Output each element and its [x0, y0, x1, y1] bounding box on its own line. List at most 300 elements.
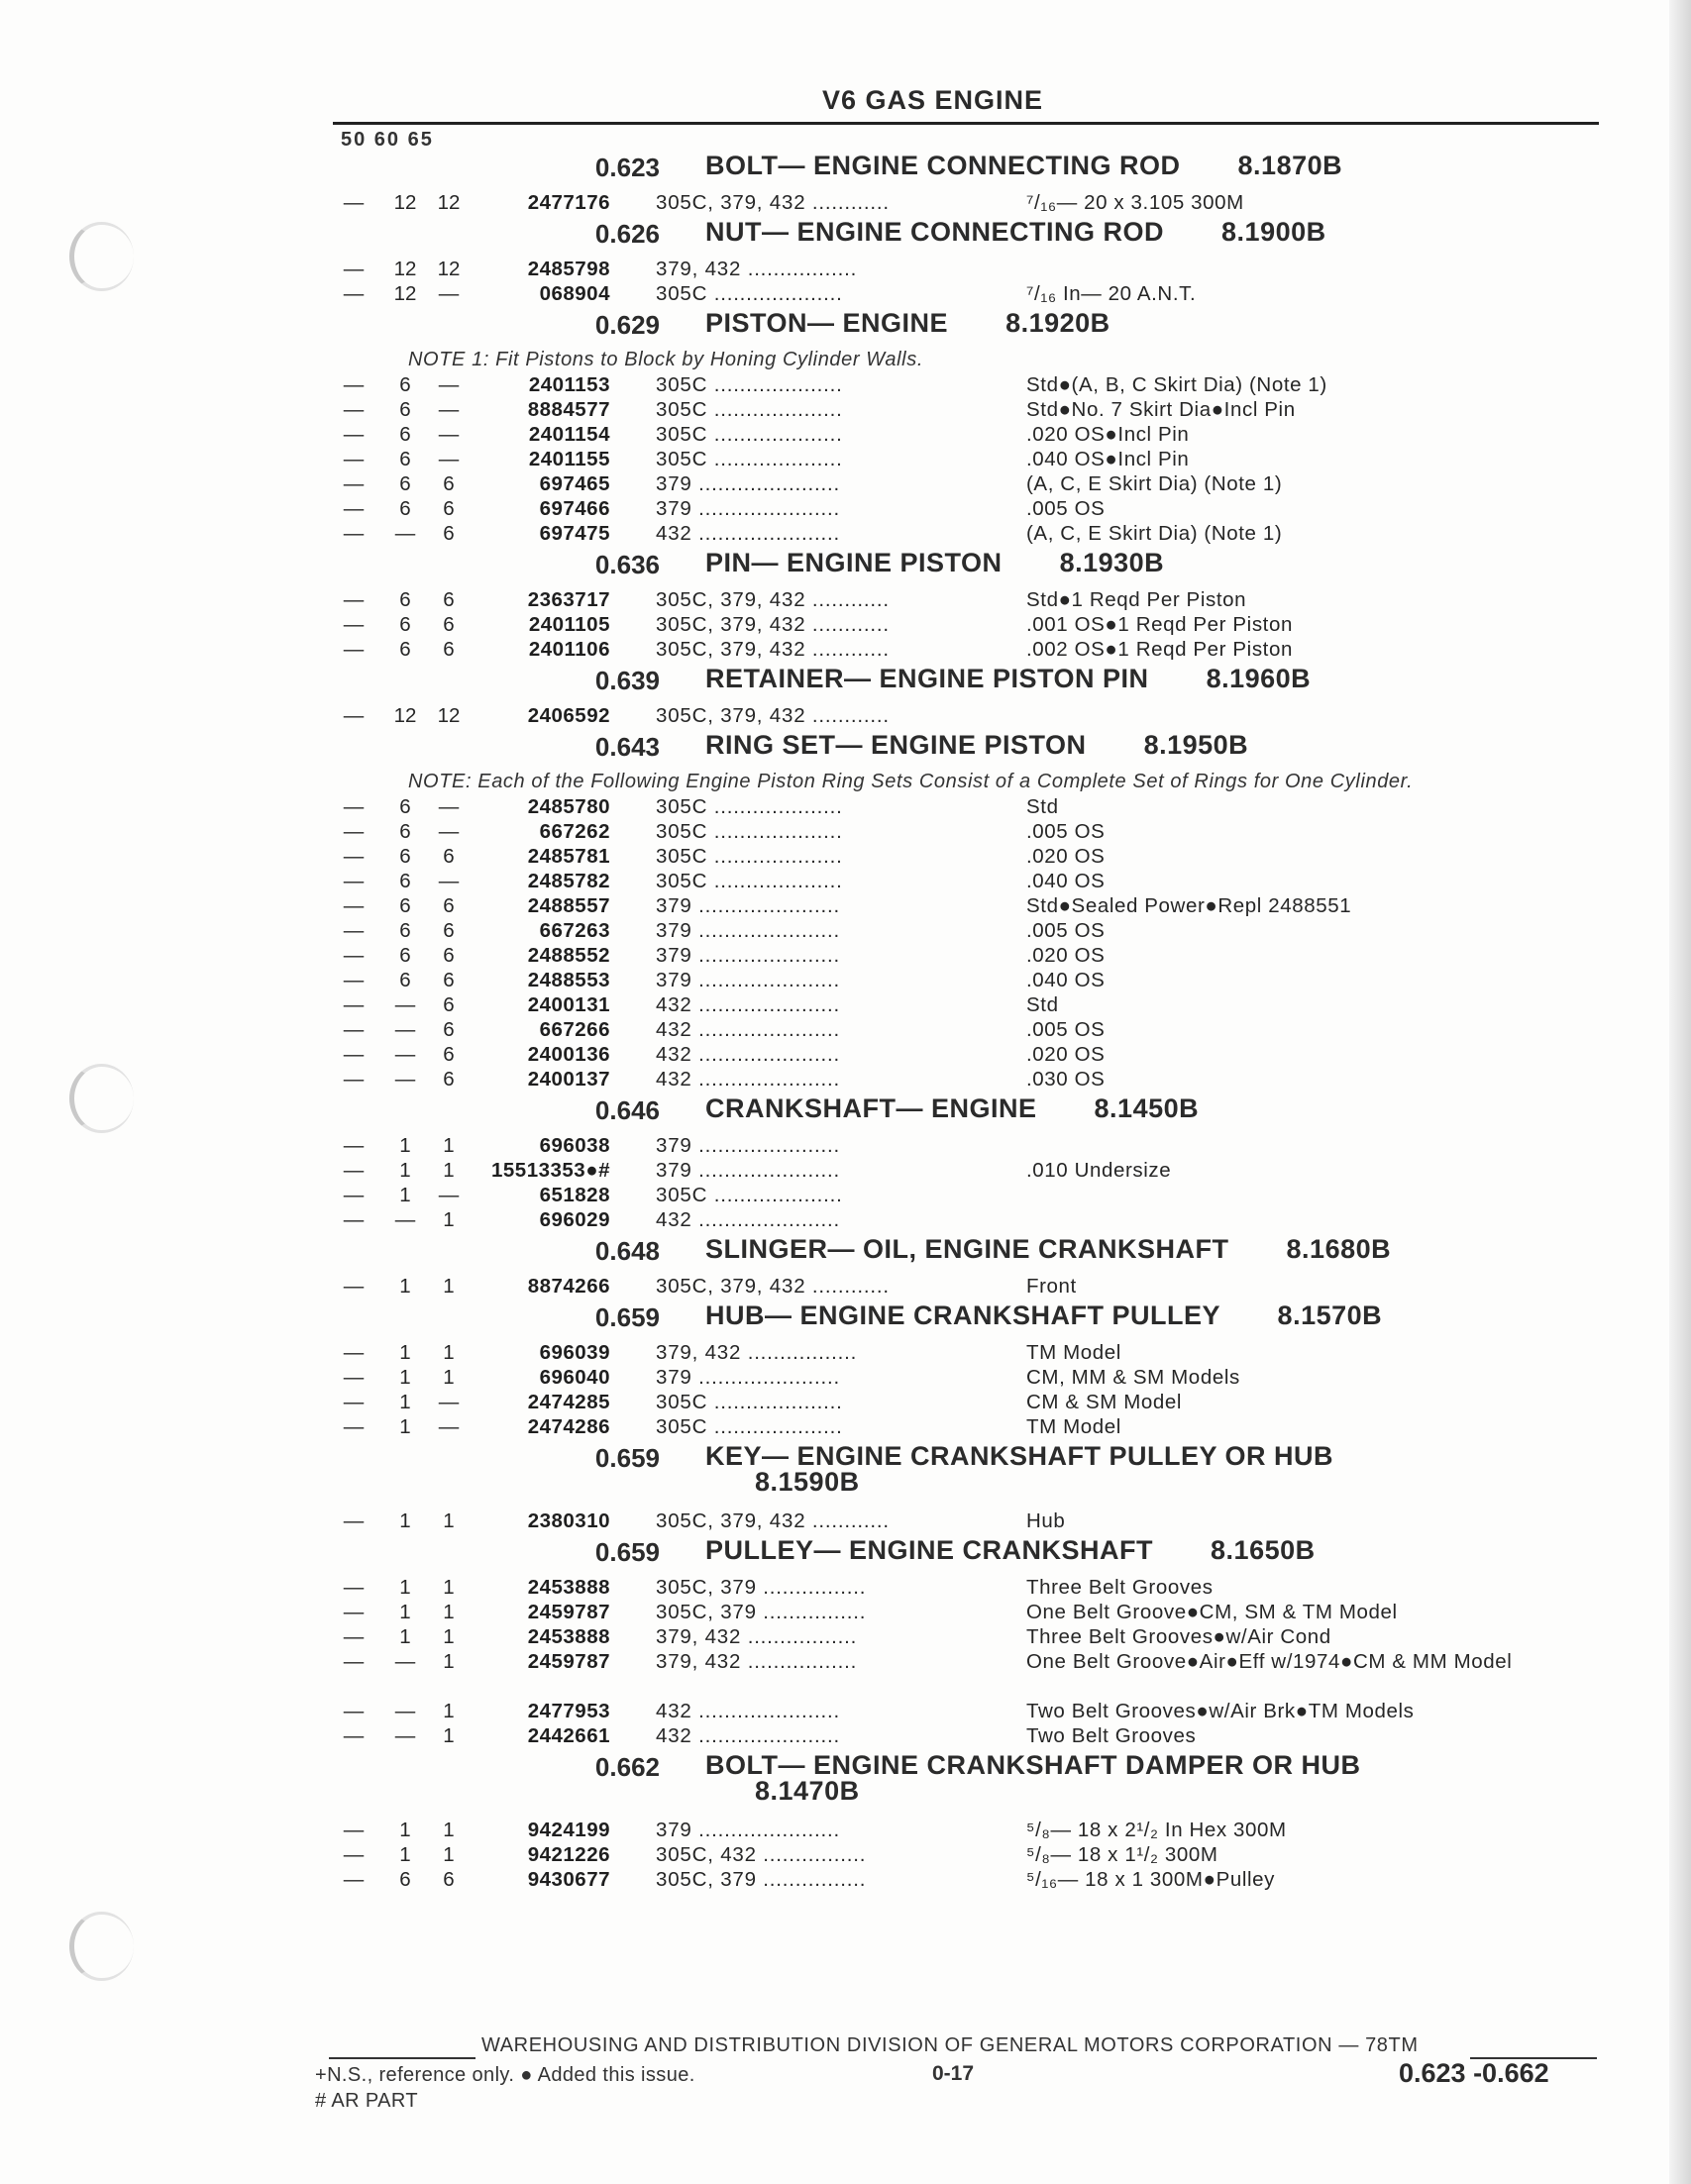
part-row: [333, 1842, 1611, 1867]
year-50-qty: —: [343, 613, 365, 636]
part-row: [333, 703, 1611, 728]
group-ref-number: 0.636: [594, 550, 660, 579]
part-row: [333, 918, 1611, 943]
group-header: [333, 1439, 1611, 1508]
description: .020 OS●Incl Pin: [1026, 423, 1190, 446]
group-header: [333, 1232, 1611, 1274]
group-note: NOTE: Each of the Following Engine Piston Ring Sets Consist of a Complete Set of Rings for One Cylinder.: [408, 771, 1414, 792]
year-65-qty: 6: [443, 894, 455, 917]
group-header: [333, 306, 1611, 348]
group-title-text: SLINGER— OIL, ENGINE CRANKSHAFT: [705, 1234, 1229, 1264]
description: .040 OS: [1026, 969, 1106, 991]
year-60-qty: 6: [399, 944, 411, 967]
year-65-qty: 6: [443, 1018, 455, 1041]
part-number: 2485780: [527, 795, 610, 818]
year-50-qty: —: [343, 1700, 365, 1722]
part-row: [333, 471, 1611, 496]
group-header: [333, 1748, 1611, 1818]
year-60-qty: 1: [399, 1819, 411, 1841]
year-60-qty: 12: [393, 191, 417, 214]
application: 379 ......................: [656, 919, 841, 942]
year-60-qty: 6: [399, 472, 411, 495]
title-rule: [333, 122, 1599, 125]
part-number: 696039: [539, 1341, 610, 1364]
year-60-qty: 6: [399, 870, 411, 892]
year-60-qty: 1: [399, 1415, 411, 1438]
group-section-code: 8.1470B: [755, 1776, 860, 1806]
year-65-qty: 6: [443, 1068, 455, 1091]
year-65-qty: 6: [443, 1043, 455, 1066]
application: 379, 432 .................: [656, 1625, 858, 1648]
year-65-qty: 1: [443, 1724, 455, 1747]
part-row: [333, 844, 1611, 869]
year-60-qty: 6: [399, 919, 411, 942]
year-50-qty: —: [343, 919, 365, 942]
year-50-qty: —: [343, 969, 365, 991]
group-title: [705, 1752, 1419, 1804]
description: TM Model: [1026, 1341, 1121, 1364]
description: Two Belt Grooves: [1026, 1724, 1197, 1747]
group-title: [705, 219, 1419, 245]
year-65-qty: 1: [443, 1650, 455, 1673]
year-65-qty: —: [438, 423, 460, 446]
year-60-qty: 12: [393, 258, 417, 280]
application: 379 ......................: [656, 1819, 841, 1841]
year-60-qty: 6: [399, 1868, 411, 1891]
part-number: 2400136: [527, 1043, 610, 1066]
group-header: [333, 728, 1611, 770]
part-row: [333, 397, 1611, 422]
part-row: [333, 1390, 1611, 1414]
part-group: [333, 662, 1611, 728]
year-50-qty: —: [343, 1341, 365, 1364]
year-65-qty: 1: [443, 1819, 455, 1841]
application: 305C ....................: [656, 1415, 843, 1438]
application: 305C ....................: [656, 1391, 843, 1413]
part-group: [333, 1748, 1611, 1892]
year-60-qty: 6: [399, 373, 411, 396]
part-row: [333, 1365, 1611, 1390]
year-60-qty: 6: [399, 448, 411, 470]
group-ref-number: 0.629: [594, 310, 660, 340]
year-50-qty: —: [343, 845, 365, 868]
year-50-qty: —: [343, 1509, 365, 1532]
application: 305C ....................: [656, 373, 843, 396]
application: 305C, 379, 432 ............: [656, 1275, 890, 1298]
year-60-qty: 1: [399, 1625, 411, 1648]
description: TM Model: [1026, 1415, 1121, 1438]
group-ref-number: 0.643: [594, 732, 660, 762]
year-50-qty: —: [343, 258, 365, 280]
part-number: 696040: [539, 1366, 610, 1389]
description: Std●(A, B, C Skirt Dia) (Note 1): [1026, 373, 1327, 396]
part-number: 2401153: [528, 373, 610, 396]
part-group: [333, 1439, 1611, 1533]
year-60-qty: 1: [399, 1341, 411, 1364]
year-60-qty: 1: [399, 1843, 411, 1866]
part-group: [333, 149, 1611, 215]
part-number: 2459787: [527, 1650, 610, 1673]
page-number: 0-17: [932, 2062, 975, 2085]
part-number: 2474285: [527, 1391, 610, 1413]
part-group: [333, 1092, 1611, 1232]
part-number: 651828: [539, 1184, 610, 1206]
description: .040 OS: [1026, 870, 1106, 892]
group-title: [705, 666, 1419, 691]
year-50-qty: —: [343, 373, 365, 396]
year-65-qty: —: [438, 282, 460, 305]
application: 432 ......................: [656, 1068, 841, 1091]
part-row: [333, 1067, 1611, 1092]
year-50-qty: —: [343, 1275, 365, 1298]
application: 305C, 379, 432 ............: [656, 1509, 890, 1532]
part-row: [333, 1017, 1611, 1042]
part-row: [333, 1508, 1611, 1533]
application: 379 ......................: [656, 497, 841, 520]
parts-list: [333, 149, 1611, 1892]
application: 305C, 432 ................: [656, 1843, 867, 1866]
part-number: 2485781: [527, 845, 610, 868]
year-65-qty: 6: [443, 588, 455, 611]
part-number: 2401106: [528, 638, 610, 661]
part-row: [333, 1600, 1611, 1624]
year-50-qty: —: [343, 1724, 365, 1747]
year-50-qty: —: [343, 1868, 365, 1891]
year-65-qty: 1: [443, 1843, 455, 1866]
part-number: 697465: [539, 472, 610, 495]
part-number: 2363717: [527, 588, 610, 611]
page-edge-shadow: [1669, 0, 1691, 2184]
year-65-qty: 6: [443, 919, 455, 942]
application: 379, 432 .................: [656, 1650, 858, 1673]
description: .030 OS: [1026, 1068, 1106, 1091]
part-row: [333, 1818, 1611, 1842]
part-row: [333, 968, 1611, 992]
year-50-qty: —: [343, 522, 365, 545]
year-50-qty: —: [343, 1018, 365, 1041]
year-50-qty: —: [343, 1043, 365, 1066]
description: Std●1 Reqd Per Piston: [1026, 588, 1247, 611]
legend-line-1: +N.S., reference only. ● Added this issue.: [315, 2064, 695, 2086]
description: .001 OS●1 Reqd Per Piston: [1026, 613, 1293, 636]
application: 379 ......................: [656, 944, 841, 967]
year-50-qty: —: [343, 1159, 365, 1182]
group-section-code: 8.1650B: [1211, 1535, 1316, 1565]
group-title-text: RETAINER— ENGINE PISTON PIN: [705, 664, 1149, 693]
year-65-qty: 1: [443, 1208, 455, 1231]
year-columns-header: 50 60 65: [341, 129, 434, 151]
description: Two Belt Grooves●w/Air Brk●TM Models: [1026, 1700, 1415, 1722]
year-50-qty: —: [343, 472, 365, 495]
group-title-text: CRANKSHAFT— ENGINE: [705, 1093, 1037, 1123]
description: Std●Sealed Power●Repl 2488551: [1026, 894, 1352, 917]
part-number: 2380310: [527, 1509, 610, 1532]
group-title-text: RING SET— ENGINE PISTON: [705, 730, 1087, 760]
part-row: [333, 1183, 1611, 1207]
part-number: 2488557: [527, 894, 610, 917]
year-65-qty: 6: [443, 969, 455, 991]
year-65-qty: —: [438, 448, 460, 470]
part-number: 667262: [539, 820, 610, 843]
year-65-qty: 6: [443, 522, 455, 545]
footer-rule-left: [329, 2057, 476, 2059]
year-50-qty: —: [343, 870, 365, 892]
group-title-text: KEY— ENGINE CRANKSHAFT PULLEY OR HUB: [705, 1441, 1334, 1471]
year-50-qty: —: [343, 1134, 365, 1157]
year-60-qty: —: [394, 993, 416, 1016]
part-row: [333, 869, 1611, 893]
year-50-qty: —: [343, 282, 365, 305]
footer-division: WAREHOUSING AND DISTRIBUTION DIVISION OF GENERAL MOTORS CORPORATION — 78TM: [481, 2034, 1419, 2056]
application: 305C, 379, 432 ............: [656, 704, 890, 727]
application: 432 ......................: [656, 522, 841, 545]
part-number: 2400137: [527, 1068, 610, 1091]
group-section-code: 8.1920B: [1005, 308, 1110, 338]
description: One Belt Groove●Air●Eff w/1974●CM & MM Model: [1026, 1650, 1513, 1673]
group-header: [333, 662, 1611, 703]
part-group: [333, 1533, 1611, 1748]
part-row: [333, 1723, 1611, 1748]
application: 305C, 379, 432 ............: [656, 638, 890, 661]
description: Hub: [1026, 1509, 1066, 1532]
binder-hole-top: [69, 222, 134, 291]
part-group: [333, 1299, 1611, 1439]
year-65-qty: 1: [443, 1159, 455, 1182]
year-50-qty: —: [343, 795, 365, 818]
group-title: [705, 1443, 1419, 1495]
year-65-qty: —: [438, 1184, 460, 1206]
footer-legend: [315, 2062, 695, 2114]
part-number: 2459787: [527, 1601, 610, 1623]
year-50-qty: —: [343, 191, 365, 214]
year-50-qty: —: [343, 1625, 365, 1648]
description: Three Belt Grooves: [1026, 1576, 1214, 1599]
part-number: 2453888: [527, 1625, 610, 1648]
group-title-text: BOLT— ENGINE CONNECTING ROD: [705, 151, 1181, 180]
part-row: [333, 422, 1611, 447]
application: 379 ......................: [656, 969, 841, 991]
year-50-qty: —: [343, 993, 365, 1016]
application: 305C ....................: [656, 870, 843, 892]
year-60-qty: —: [394, 522, 416, 545]
group-ref-number: 0.648: [594, 1236, 660, 1266]
year-50-qty: —: [343, 1391, 365, 1413]
part-group: [333, 728, 1611, 1092]
part-number: 696029: [539, 1208, 610, 1231]
description: .002 OS●1 Reqd Per Piston: [1026, 638, 1293, 661]
application: 305C, 379, 432 ............: [656, 191, 890, 214]
group-ref-number: 0.626: [594, 219, 660, 249]
application: 305C ....................: [656, 845, 843, 868]
year-65-qty: 1: [443, 1509, 455, 1532]
year-60-qty: 1: [399, 1576, 411, 1599]
group-header: [333, 546, 1611, 587]
year-50-qty: —: [343, 1819, 365, 1841]
application: 305C, 379, 432 ............: [656, 588, 890, 611]
part-row: [333, 521, 1611, 546]
part-row: [333, 637, 1611, 662]
group-section-code: 8.1950B: [1143, 730, 1249, 760]
part-group: [333, 1232, 1611, 1299]
application: 305C ....................: [656, 282, 843, 305]
group-ref-number: 0.623: [594, 153, 660, 182]
year-60-qty: —: [394, 1043, 416, 1066]
part-row: [333, 1207, 1611, 1232]
year-60-qty: 6: [399, 820, 411, 843]
part-number: 697466: [539, 497, 610, 520]
part-number: 068904: [539, 282, 610, 305]
part-number: 2453888: [527, 1576, 610, 1599]
description: ⁷/₁₆— 20 x 3.105 300M: [1026, 191, 1244, 214]
year-50-qty: —: [343, 1415, 365, 1438]
part-number: 2442661: [527, 1724, 610, 1747]
year-60-qty: 6: [399, 894, 411, 917]
year-60-qty: —: [394, 1650, 416, 1673]
part-number: 2485782: [527, 870, 610, 892]
page-range: 0.623 -0.662: [1399, 2058, 1549, 2088]
part-group: [333, 306, 1611, 546]
year-50-qty: —: [343, 423, 365, 446]
application: 305C ....................: [656, 1184, 843, 1206]
application: 305C, 379 ................: [656, 1868, 867, 1891]
year-50-qty: —: [343, 1068, 365, 1091]
description: .005 OS: [1026, 497, 1106, 520]
year-50-qty: —: [343, 944, 365, 967]
year-65-qty: 1: [443, 1576, 455, 1599]
description: .005 OS: [1026, 820, 1106, 843]
part-row: [333, 819, 1611, 844]
part-row: [333, 1340, 1611, 1365]
part-number: 2488552: [527, 944, 610, 967]
description: (A, C, E Skirt Dia) (Note 1): [1026, 522, 1283, 545]
group-title: [705, 1095, 1419, 1121]
application: 432 ......................: [656, 1208, 841, 1231]
description: Std: [1026, 795, 1059, 818]
description: ⁵/₈— 18 x 1¹/₂ 300M: [1026, 1843, 1218, 1866]
group-title-text: NUT— ENGINE CONNECTING ROD: [705, 217, 1165, 247]
part-number: 9430677: [527, 1868, 610, 1891]
part-number: 9421226: [527, 1843, 610, 1866]
year-65-qty: 1: [443, 1601, 455, 1623]
application: 432 ......................: [656, 1043, 841, 1066]
year-65-qty: 1: [443, 1700, 455, 1722]
application: 305C ....................: [656, 423, 843, 446]
application: 305C ....................: [656, 448, 843, 470]
part-group: [333, 215, 1611, 306]
part-number: 2401154: [528, 423, 610, 446]
year-60-qty: 1: [399, 1134, 411, 1157]
application: 379, 432 .................: [656, 258, 858, 280]
year-65-qty: 6: [443, 472, 455, 495]
application: 432 ......................: [656, 993, 841, 1016]
year-60-qty: 6: [399, 588, 411, 611]
group-header: [333, 1299, 1611, 1340]
year-60-qty: 6: [399, 845, 411, 868]
year-60-qty: 1: [399, 1601, 411, 1623]
year-50-qty: —: [343, 398, 365, 421]
year-60-qty: —: [394, 1068, 416, 1091]
year-60-qty: 1: [399, 1366, 411, 1389]
part-row: [333, 1274, 1611, 1299]
part-row: [333, 1649, 1611, 1699]
part-row: [333, 612, 1611, 637]
application: 432 ......................: [656, 1700, 841, 1722]
year-65-qty: 1: [443, 1134, 455, 1157]
application: 305C ....................: [656, 795, 843, 818]
part-number: 2474286: [527, 1415, 610, 1438]
year-65-qty: 1: [443, 1625, 455, 1648]
year-60-qty: 6: [399, 613, 411, 636]
application: 379, 432 .................: [656, 1341, 858, 1364]
description: One Belt Groove●CM, SM & TM Model: [1026, 1601, 1398, 1623]
part-number: 2485798: [527, 258, 610, 280]
year-60-qty: 1: [399, 1184, 411, 1206]
year-65-qty: —: [438, 373, 460, 396]
group-section-code: 8.1930B: [1059, 548, 1165, 577]
application: 432 ......................: [656, 1018, 841, 1041]
group-title: [705, 732, 1419, 758]
year-50-qty: —: [343, 448, 365, 470]
part-row: [333, 1133, 1611, 1158]
year-65-qty: —: [438, 1415, 460, 1438]
year-60-qty: —: [394, 1700, 416, 1722]
group-title-text: HUB— ENGINE CRANKSHAFT PULLEY: [705, 1300, 1220, 1330]
year-60-qty: —: [394, 1208, 416, 1231]
year-65-qty: 6: [443, 613, 455, 636]
part-number: 667263: [539, 919, 610, 942]
part-row: [333, 794, 1611, 819]
description: .040 OS●Incl Pin: [1026, 448, 1190, 470]
group-title: [705, 550, 1419, 575]
part-row: [333, 1414, 1611, 1439]
part-row: [333, 257, 1611, 281]
description: ⁵/₈— 18 x 2¹/₂ In Hex 300M: [1026, 1819, 1287, 1841]
year-65-qty: 12: [437, 258, 461, 280]
description: .020 OS: [1026, 944, 1106, 967]
part-number: 2406592: [527, 704, 610, 727]
part-row: [333, 496, 1611, 521]
year-60-qty: 1: [399, 1275, 411, 1298]
year-60-qty: 6: [399, 423, 411, 446]
group-section-code: 8.1590B: [755, 1467, 860, 1497]
year-65-qty: 1: [443, 1366, 455, 1389]
description: .005 OS: [1026, 919, 1106, 942]
part-number: 2400131: [527, 993, 610, 1016]
year-65-qty: 1: [443, 1341, 455, 1364]
part-row: [333, 943, 1611, 968]
description: (A, C, E Skirt Dia) (Note 1): [1026, 472, 1283, 495]
year-60-qty: —: [394, 1018, 416, 1041]
year-65-qty: 1: [443, 1275, 455, 1298]
year-65-qty: —: [438, 1391, 460, 1413]
description: Front: [1026, 1275, 1077, 1298]
application: 379 ......................: [656, 472, 841, 495]
legend-line-2: # AR PART: [315, 2090, 419, 2112]
group-title: [705, 1302, 1419, 1328]
group-header: [333, 149, 1611, 190]
group-title: [705, 153, 1419, 178]
part-row: [333, 1158, 1611, 1183]
application: 379 ......................: [656, 1134, 841, 1157]
group-section-code: 8.1680B: [1286, 1234, 1392, 1264]
part-row: [333, 1624, 1611, 1649]
part-row: [333, 372, 1611, 397]
year-50-qty: —: [343, 1576, 365, 1599]
part-row: [333, 281, 1611, 306]
description: .020 OS: [1026, 1043, 1106, 1066]
part-row: [333, 190, 1611, 215]
year-60-qty: 12: [393, 704, 417, 727]
